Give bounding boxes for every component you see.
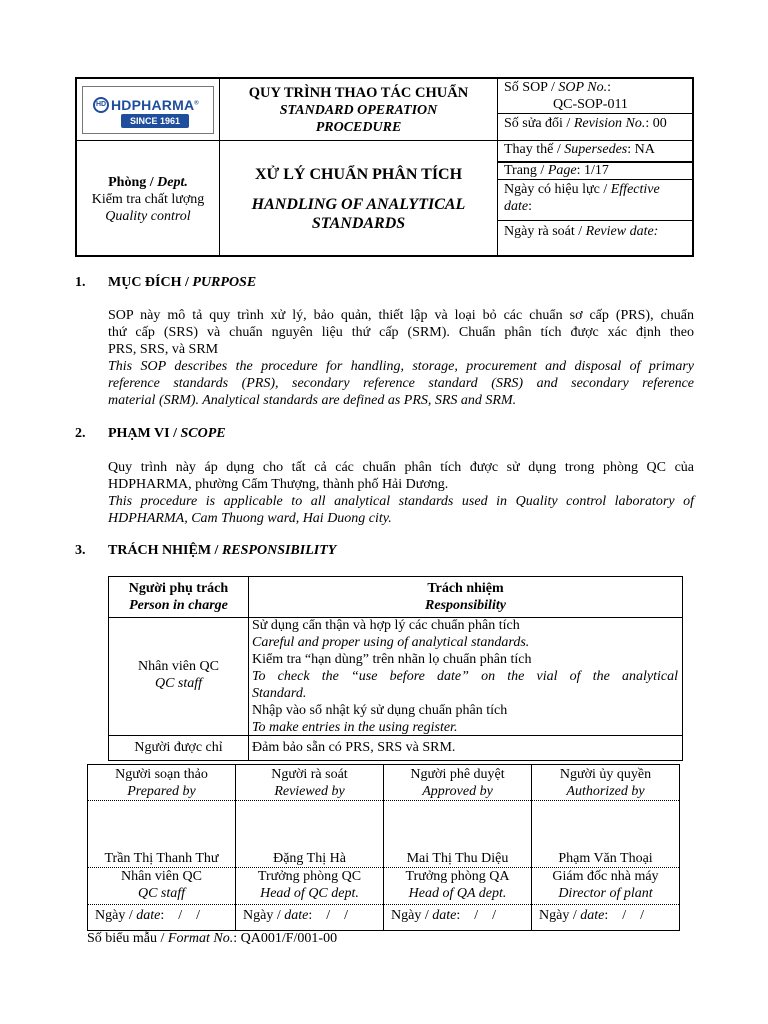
sig-col-prepared <box>88 766 235 800</box>
sop-no-value: QC-SOP-011 <box>553 97 628 112</box>
sig-date-label-en: date <box>580 908 605 923</box>
resp-row2-duty: Đảm bảo sẵn có PRS, SRS và SRM. <box>252 740 456 755</box>
sig-name: Mai Thị Thu Diệu <box>406 851 509 866</box>
s1-en-line1: This SOP describes the procedure for handling, storage, procurement and disposal of primary <box>108 359 694 374</box>
section-1-number: 1. <box>75 275 86 290</box>
effective-colon: : <box>528 199 532 214</box>
sig-title-en: Head of QC dept. <box>260 886 359 901</box>
s2-en-line2: HDPHARMA, Cam Thuong ward, Hai Duong city. <box>108 511 392 526</box>
revision-label: Số sửa đổi / <box>504 116 574 131</box>
s2-en-line1: This procedure is applicable to all analytical standards used in Quality control laboratory of <box>108 494 694 509</box>
doc-title-en-2: STANDARDS <box>311 215 406 232</box>
review-date-cell <box>504 223 694 240</box>
revision-cell <box>504 115 694 132</box>
sig-name: Phạm Văn Thoại <box>558 851 653 866</box>
sig-name: Trần Thị Thanh Thư <box>104 851 219 866</box>
dept-label: Phòng / <box>108 175 158 190</box>
resp-header-resp-vi: Trách nhiệm <box>427 581 504 596</box>
review-label-en: Review date: <box>585 224 659 239</box>
resp-row1-person <box>109 658 248 692</box>
responsibility-table <box>108 576 683 761</box>
effective-label-en2: date <box>504 199 529 214</box>
supersedes-label: Thay thế / <box>504 142 565 157</box>
doc-title-vi: XỬ LÝ CHUẨN PHÂN TÍCH <box>254 166 463 183</box>
sig-col-approved <box>384 766 531 800</box>
section-3-number: 3. <box>75 543 86 558</box>
logo-mark-icon: HD <box>93 97 109 113</box>
sig-date <box>539 907 679 924</box>
title-en-2: PROCEDURE <box>315 120 402 135</box>
sig-date-blank: : / / <box>160 908 200 923</box>
header-right-divider-3 <box>497 220 694 221</box>
format-label: Số biểu mẫu / <box>87 931 168 946</box>
page-value: : 1/17 <box>576 163 609 178</box>
supersedes-label-en: Supersedes <box>564 142 628 157</box>
resp-header-person-en: Person in charge <box>129 598 228 613</box>
sig-date-label-en: date <box>136 908 161 923</box>
format-label-en: Format No. <box>167 931 234 946</box>
review-label: Ngày rà soát / <box>504 224 586 239</box>
sig-role-en: Prepared by <box>127 784 196 799</box>
effective-label: Ngày có hiệu lực / <box>504 182 611 197</box>
resp-duty-line: Careful and proper using of analytical standards. <box>252 635 530 650</box>
resp-duty-line: To make entries in the using register. <box>252 720 458 735</box>
header-table <box>75 77 694 257</box>
supersedes-cell <box>504 141 694 158</box>
s1-vi-line3: PRS, SRS, và SRM <box>108 342 219 357</box>
s2-vi-line2: HDPHARMA, phường Cẩm Thượng, thành phố Hải Dương. <box>108 477 449 492</box>
sig-col-reviewed <box>236 766 383 800</box>
resp-duty-line: Nhập vào sổ nhật ký sử dụng chuẩn phân tích <box>252 703 508 718</box>
section-3-title-en: RESPONSIBILITY <box>221 543 337 558</box>
section-2-body <box>108 459 694 527</box>
resp-duty-line: Kiểm tra “hạn dùng” trên nhãn lọ chuẩn phân tích <box>252 652 532 667</box>
sig-title-vi: Trưởng phòng QA <box>405 869 510 884</box>
section-2-title-en: SCOPE <box>180 426 226 441</box>
title-vi: QUY TRÌNH THAO TÁC CHUẨN <box>248 85 469 101</box>
dept-vi: Kiểm tra chất lượng <box>91 192 205 207</box>
sig-date <box>391 907 531 924</box>
resp-row2-person: Người được chỉ <box>134 740 223 755</box>
section-2-title <box>108 426 226 442</box>
dept-en: Quality control <box>105 209 191 224</box>
sop-number-cell <box>504 79 694 113</box>
header-right-divider-1 <box>497 113 694 114</box>
sig-title <box>236 868 383 902</box>
company-logo <box>82 86 214 134</box>
revision-label-en: Revision No. <box>573 116 646 131</box>
sig-divider-title <box>88 904 679 905</box>
resp-row1-duties <box>252 617 678 736</box>
revision-value: : 00 <box>645 116 667 131</box>
sig-role-en: Authorized by <box>566 784 645 799</box>
header-title-block <box>220 84 497 136</box>
sig-title-en: Head of QA dept. <box>408 886 507 901</box>
sig-title-en: QC staff <box>137 886 186 901</box>
header-right-divider-4 <box>497 179 694 180</box>
logo-badge: SINCE 1961 <box>121 114 189 128</box>
sig-date-blank: : / / <box>308 908 348 923</box>
format-value: : QA001/F/001-00 <box>233 931 338 946</box>
title-en-1: STANDARD OPERATION <box>279 103 438 118</box>
sig-date-label: Ngày / <box>539 908 581 923</box>
s1-vi-line1: SOP này mô tả quy trình xử lý, bảo quản, thiết lập và loại bỏ các chuẩn sơ cấp (PRS), chuẩn <box>108 308 694 323</box>
effective-date-cell <box>504 181 694 215</box>
section-3-title-vi: TRÁCH NHIỆM / <box>108 543 222 558</box>
section-2-title-vi: PHẠM VI / <box>108 426 181 441</box>
sig-role-vi: Người ủy quyền <box>559 767 652 782</box>
sig-divider-role <box>88 800 679 801</box>
resp-row1-person-vi: Nhân viên QC <box>138 659 219 674</box>
logo-brand: HDPHARMA® <box>111 97 199 113</box>
s1-en-line3: material (SRM). Analytical standards are defined as PRS, SRS and SRM. <box>108 393 517 408</box>
sig-date-label: Ngày / <box>391 908 433 923</box>
sig-date-label: Ngày / <box>243 908 285 923</box>
section-1-title-en: PURPOSE <box>192 275 257 290</box>
sig-date-label-en: date <box>284 908 309 923</box>
sig-title <box>384 868 531 902</box>
section-2-number: 2. <box>75 426 86 441</box>
format-number <box>87 931 337 947</box>
signature-table <box>87 764 680 931</box>
resp-duty-line: Standard. <box>252 686 307 701</box>
sig-role-vi: Người rà soát <box>271 767 348 782</box>
supersedes-value: : NA <box>627 142 655 157</box>
section-1-body <box>108 307 694 409</box>
sig-title-vi: Giám đốc nhà máy <box>552 869 659 884</box>
resp-header-person <box>109 580 248 614</box>
doc-title-en-1: HANDLING OF ANALYTICAL <box>251 196 466 213</box>
resp-header-resp-en: Responsibility <box>425 598 506 613</box>
sig-title-en: Director of plant <box>558 886 653 901</box>
header-divider-2 <box>497 79 498 255</box>
sig-date <box>243 907 383 924</box>
sig-date-blank: : / / <box>456 908 496 923</box>
sop-no-label-en: SOP No. <box>558 80 608 95</box>
sig-role-en: Reviewed by <box>274 784 345 799</box>
sig-title-vi: Nhân viên QC <box>121 869 202 884</box>
s2-vi-line1: Quy trình này áp dụng cho tất cả các chuẩn phân tích được sử dụng trong phòng QC của <box>108 460 694 475</box>
resp-duty-line: To check the “use before date” on the vial of the analytical <box>252 669 678 684</box>
sig-col-authorized <box>532 766 679 800</box>
resp-header-person-vi: Người phụ trách <box>128 581 229 596</box>
resp-duty-line: Sử dụng cẩn thận và hợp lý các chuẩn phân tích <box>252 618 520 633</box>
sig-title-vi: Trưởng phòng QC <box>257 869 362 884</box>
dept-label-en: Dept. <box>157 175 188 190</box>
sop-no-colon: : <box>607 80 611 95</box>
effective-label-en: Effective <box>610 182 660 197</box>
sig-date-blank: : / / <box>604 908 644 923</box>
doc-title-block <box>220 165 497 233</box>
resp-row1-person-en: QC staff <box>154 676 203 691</box>
s1-vi-line2: thứ cấp (SRS) và chuẩn nguyên liệu thứ cấp (SRM). Chuẩn phân tích được xác định theo <box>108 325 694 340</box>
sig-role-vi: Người soạn thảo <box>115 767 208 782</box>
dept-cell <box>77 174 219 225</box>
sig-title <box>88 868 235 902</box>
sig-date <box>95 907 235 924</box>
resp-header-resp <box>249 580 682 614</box>
sop-no-label: Số SOP / <box>504 80 559 95</box>
sig-name: Đặng Thị Hà <box>273 851 346 866</box>
page-cell <box>504 162 694 179</box>
sig-role-vi: Người phê duyệt <box>410 767 505 782</box>
page-label: Trang / <box>504 163 548 178</box>
section-1-title <box>108 275 256 291</box>
sig-title <box>532 868 679 902</box>
section-3-title <box>108 543 336 559</box>
sig-date-label: Ngày / <box>95 908 137 923</box>
sig-role-en: Approved by <box>422 784 493 799</box>
s1-en-line2: reference standards (PRS), secondary reference standard (SRS) and secondary reference <box>108 376 694 391</box>
section-1-title-vi: MỤC ĐÍCH / <box>108 275 193 290</box>
page-label-en: Page <box>547 163 577 178</box>
sig-date-label-en: date <box>432 908 457 923</box>
